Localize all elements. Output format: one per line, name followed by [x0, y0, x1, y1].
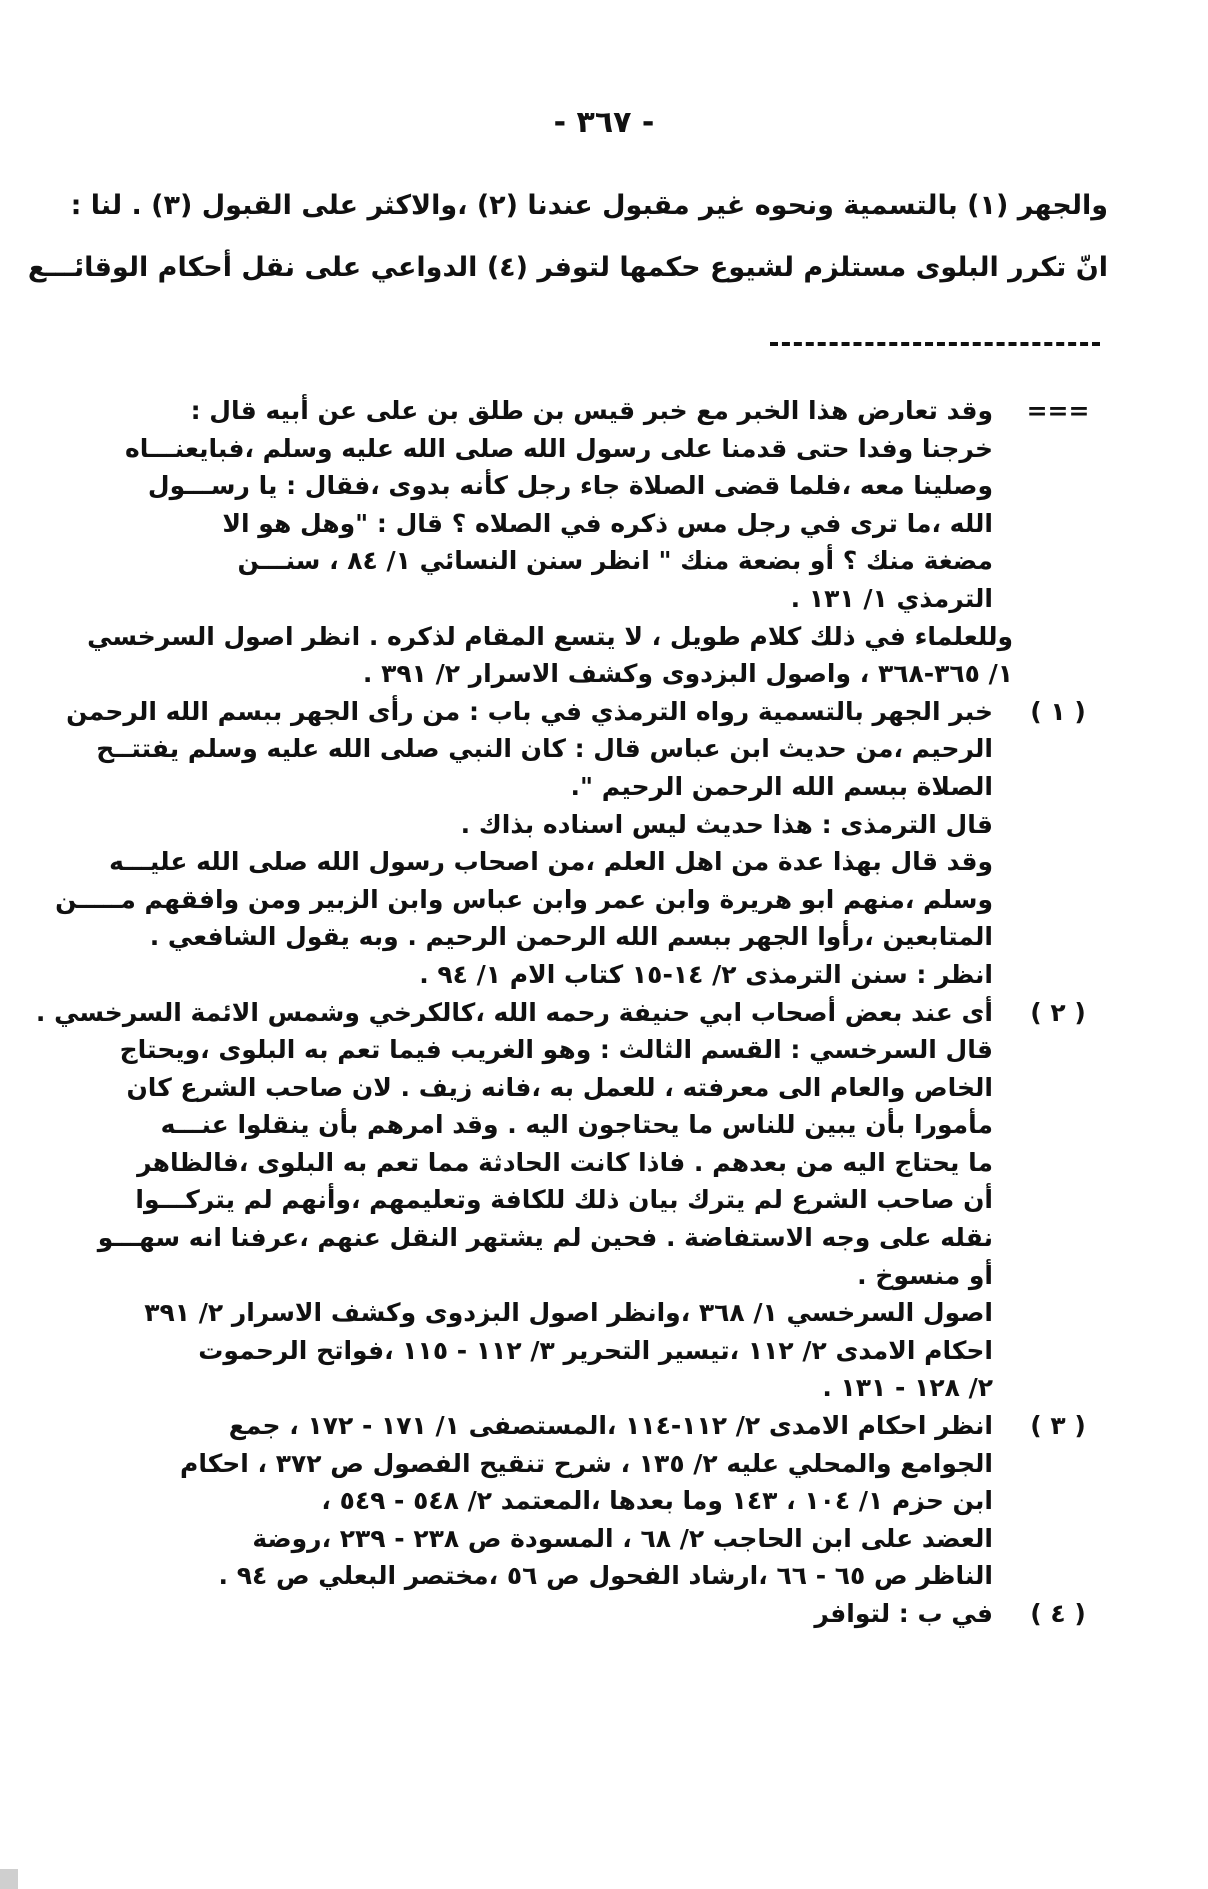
footnote-line: قال الترمذى : هذا حديث ليس اسناده بذاك . — [460, 809, 993, 839]
footnote-line: اصول السرخسي ١/ ٣٦٨ ،وانظر اصول البزدوى وكشف الاسرار ٢/ ٣٩١ — [144, 1298, 993, 1328]
footnote-line: في ب : لتوافر — [814, 1599, 993, 1628]
footnote-line: الجوامع والمحلي عليه ٢/ ١٣٥ ، شرح تنقيح الفصول ص ٣٧٢ ، احكام — [180, 1448, 993, 1478]
footnote-line: ما يحتاج اليه من بعدهم . فاذا كانت الحادثة مما تعم به البلوى ،فالظاهر — [137, 1147, 993, 1177]
footnote-line: وقد تعارض هذا الخبر مع خبر قيس بن طلق بن على عن أبيه قال : — [190, 396, 993, 425]
footnote-line: وصلينا معه ،فلما قضى الصلاة جاء رجل كأنه بدوى ،فقال : يا رســـول — [147, 471, 993, 501]
footnote-line: انظر : سنن الترمذى ٢/ ١٤-١٥ كتاب الام ١/ ٩٤ . — [419, 959, 993, 989]
footnote-continuation — [87, 392, 1108, 693]
footnote-line: الله ،ما ترى في رجل مس ذكره في الصلاه ؟ قال : "وهل هو الا — [222, 508, 993, 538]
footnote-3 — [108, 1407, 1108, 1595]
footnote-divider — [770, 342, 1100, 346]
footnote-line: خبر الجهر بالتسمية رواه الترمذي في باب : من رأى الجهر ببسم الله الرحمن — [66, 696, 993, 726]
footnote-line: احكام الامدى ٢/ ١١٢ ،تيسير التحرير ٣/ ١١٢ - ١١٥ ،فواتح الرحموت — [198, 1335, 993, 1365]
footnote-marker: ( ١ ) — [1030, 696, 1086, 726]
footnote-line: وللعلماء في ذلك كلام طويل ، لا يتسع المقام لذكره . انظر اصول السرخسي — [87, 621, 1013, 651]
main-text — [27, 175, 1108, 299]
footnote-marker: ( ٤ ) — [1030, 1599, 1086, 1628]
footnote-line: نقله على وجه الاستفاضة . فحين لم يشتهر النقل عنهم ،عرفنا انه سهـــو — [97, 1223, 993, 1253]
footnote-line: العضد على ابن الحاجب ٢/ ٦٨ ، المسودة ص ٢٣٨ - ٢٣٩ ،روضة — [252, 1523, 993, 1553]
page-number: - ٣٦٧ - — [553, 105, 655, 140]
footnote-line: ٢/ ١٢٨ - ١٣١ . — [822, 1373, 993, 1403]
footnote-4 — [108, 1595, 1108, 1633]
footnote-line: وقد قال بهذا عدة من اهل العلم ،من اصحاب رسول الله صلى الله عليـــه — [109, 847, 993, 877]
footnote-line: الخاص والعام الى معرفته ، للعمل به ،فانه زيف . لان صاحب الشرع كان — [126, 1072, 993, 1102]
main-text-line: والجهر (١) بالتسمية ونحوه غير مقبول عندنا (٢) ،والاكثر على القبول (٣) . لنا : — [70, 190, 1108, 221]
footnote-1 — [55, 693, 1108, 994]
footnote-line: خرجنا وفدا حتى قدمنا على رسول الله صلى الله عليه وسلم ،فبايعنـــاه — [125, 433, 993, 463]
footnote-2 — [35, 994, 1108, 1408]
footnote-line: أو منسوخ . — [857, 1260, 993, 1290]
footnote-line: أى عند بعض أصحاب ابي حنيفة رحمه الله ،كالكرخي وشمس الائمة السرخسي . — [35, 997, 993, 1027]
footnote-line: الرحيم ،من حديث ابن عباس قال : كان النبي صلى الله عليه وسلم يفتتــح — [96, 734, 993, 764]
footnote-line: ١/ ٣٦٥-٣٦٨ ، واصول البزدوى وكشف الاسرار ٢/ ٣٩١ . — [362, 659, 1013, 689]
footnote-line: وسلم ،منهم ابو هريرة وابن عمر وابن عباس وابن الزبير ومن وافقهم مـــــن — [55, 884, 993, 914]
footnotes — [35, 392, 1108, 1633]
footnote-line: مأمورا بأن يبين للناس ما يحتاجون اليه . وقد امرهم بأن ينقلوا عنـــه — [160, 1110, 993, 1140]
footnote-line: ابن حزم ١/ ١٠٤ ، ١٤٣ وما بعدها ،المعتمد ٢/ ٥٤٨ - ٥٤٩ ، — [321, 1486, 993, 1516]
footnote-line: انظر احكام الامدى ٢/ ١١٢-١١٤ ،المستصفى ١/ ١٧١ - ١٧٢ ، جمع — [228, 1411, 993, 1441]
footnote-marker: === — [1026, 396, 1090, 425]
footnote-line: الترمذي ١/ ١٣١ . — [790, 583, 993, 613]
main-text-line: انّ تكرر البلوى مستلزم لشيوع حكمها لتوفر (٤) الدواعي على نقل أحكام الوقائـــع — [27, 252, 1108, 283]
footnote-line: مضغة منك ؟ أو بضعة منك " انظر سنن النسائي ١/ ٨٤ ، سنـــن — [237, 546, 993, 576]
scan-edge-mark — [0, 1869, 18, 1889]
footnote-line: قال السرخسي : القسم الثالث : وهو الغريب فيما تعم به البلوى ،ويحتاج — [119, 1035, 993, 1065]
footnote-line: أن صاحب الشرع لم يترك بيان ذلك للكافة وتعليمهم ،وأنهم لم يتركـــوا — [135, 1185, 993, 1215]
footnote-line: الصلاة ببسم الله الرحمن الرحيم ". — [570, 771, 993, 801]
footnote-line: المتابعين ،رأوا الجهر ببسم الله الرحمن الرحيم . وبه يقول الشافعي . — [149, 922, 993, 952]
footnote-marker: ( ٣ ) — [1030, 1411, 1086, 1441]
footnote-line: الناظر ص ٦٥ - ٦٦ ،ارشاد الفحول ص ٥٦ ،مختصر البعلي ص ٩٤ . — [218, 1561, 993, 1591]
footnote-marker: ( ٢ ) — [1030, 997, 1086, 1027]
